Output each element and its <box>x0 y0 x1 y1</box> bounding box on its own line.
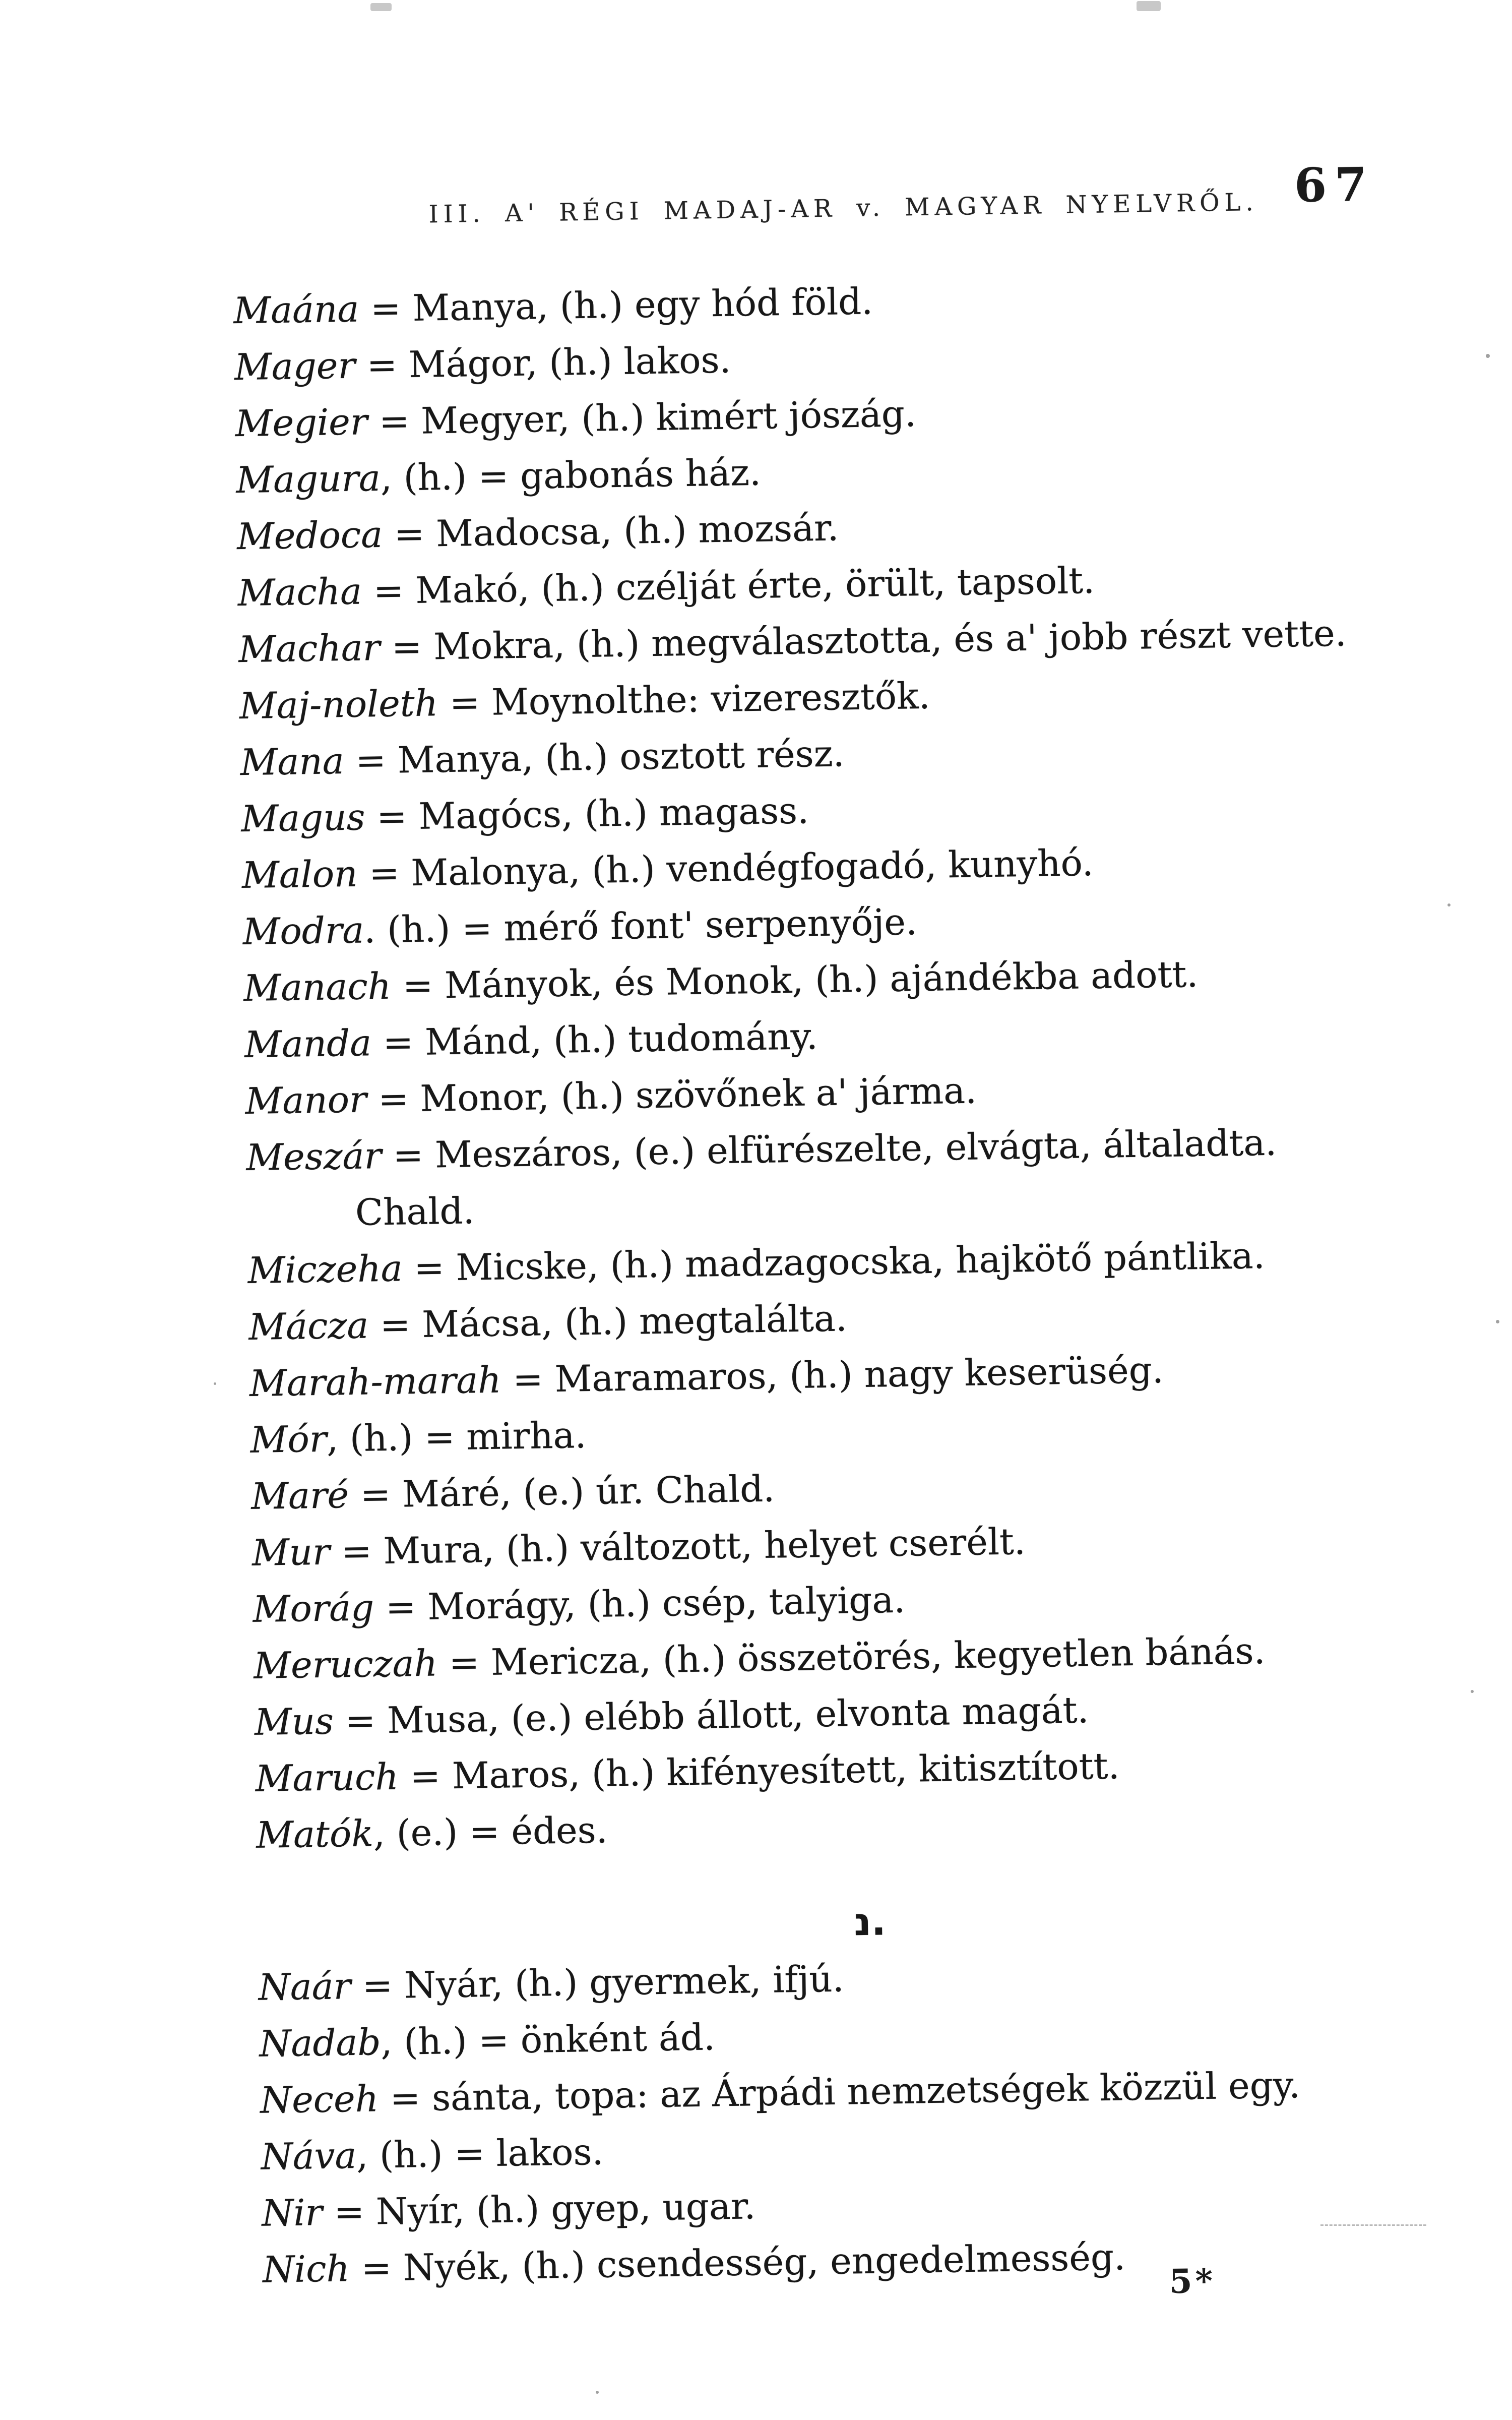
scan-artifact <box>1486 354 1490 358</box>
entry-definition: = Mácsa, (h.) megtalálta. <box>368 1297 848 1347</box>
entry-headword: Maána <box>233 287 359 332</box>
entry-definition: = Moynolthe: vizeresztők. <box>437 674 931 724</box>
entry-definition: = Nyék, (h.) csendesség, engedelmesség. <box>349 2235 1126 2290</box>
entry-headword: Magura <box>235 456 381 502</box>
running-header-title: III. A' RÉGI MADAJ-AR v. MAGYAR NYELVRŐL. <box>428 188 1259 229</box>
entry-definition: = Makó, (h.) czélját érte, örült, tapsolt. <box>361 559 1095 613</box>
entry-headword: Nir <box>261 2191 323 2234</box>
entry-definition: , (h.) = gabonás ház. <box>380 451 762 499</box>
entry-definition: = Musa, (e.) elébb állott, elvonta magát. <box>333 1688 1089 1742</box>
entry-headword: Náva <box>261 2134 357 2178</box>
entry-definition: = Maros, (h.) kifényesített, kitisztított. <box>398 1744 1120 1798</box>
entry-headword: Megier <box>235 400 368 445</box>
entry-headword: Mór <box>250 1417 327 1461</box>
entry-definition: = Malonya, (h.) vendégfogadó, kunyhó. <box>357 841 1094 895</box>
entry-headword: Nich <box>262 2247 350 2291</box>
entry-headword: Nadab <box>259 2021 382 2065</box>
entry-definition: , (h.) = lakos. <box>356 2130 604 2176</box>
entry-definition: = Mokra, (h.) megválasztotta, és a' jobb részt vette. <box>380 612 1347 669</box>
entry-definition: = Manya, (h.) egy hód föld. <box>358 280 873 330</box>
entry-definition: = Maramaros, (h.) nagy keserüség. <box>500 1349 1164 1401</box>
scan-artifact <box>1447 903 1451 906</box>
signature-mark: 5* <box>1169 2261 1216 2302</box>
entry-definition: = Monor, (h.) szövőnek a' járma. <box>366 1069 977 1121</box>
entry-headword: Mur <box>251 1530 331 1574</box>
entry-headword: Manach <box>243 964 392 1010</box>
entry-headword: Meruczah <box>253 1642 438 1687</box>
scan-artifact <box>596 2391 599 2394</box>
entry-headword: Maj-noleth <box>239 682 438 728</box>
entry-headword: Macha <box>237 570 362 615</box>
entry-headword: Marah-marah <box>249 1358 502 1405</box>
entry-definition: = Mura, (h.) változott, helyet cserélt. <box>329 1520 1026 1573</box>
entry-headword: Meszár <box>245 1134 382 1179</box>
entry-definition: = Magócs, (h.) magass. <box>364 789 809 838</box>
entry-headword: Mácza <box>248 1304 369 1348</box>
entry-definition: = Máré, (e.) úr. Chald. <box>348 1467 775 1517</box>
entry-definition: . (h.) = mérő font' serpenyője. <box>363 900 918 951</box>
entry-headword: Manda <box>244 1021 372 1066</box>
scan-artifact <box>370 3 392 11</box>
entry-headword: Neceh <box>260 2077 379 2122</box>
entry-definition: = Mánd, (h.) tudomány. <box>371 1015 818 1064</box>
entry-definition: = Meszáros, (e.) elfürészelte, elvágta, általadta. <box>381 1121 1277 1177</box>
scan-artifact <box>1320 2224 1426 2226</box>
entry-definition: נ. <box>853 1899 887 1945</box>
entry-headword: Matók <box>256 1812 374 1856</box>
entry-headword: Morág <box>253 1586 374 1630</box>
entry-headword: Maruch <box>255 1755 399 1800</box>
entry-definition: = Morágy, (h.) csép, talyiga. <box>373 1578 906 1629</box>
entry-definition: = Mericza, (h.) összetörés, kegyetlen bánás. <box>437 1629 1266 1684</box>
page-number: 67 <box>1294 157 1375 213</box>
entry-headword: Naár <box>258 1965 351 2009</box>
entry-headword: Modra <box>242 909 364 953</box>
entry-headword: Malon <box>241 852 358 897</box>
entry-headword: Miczeha <box>247 1247 403 1292</box>
scan-artifact <box>1137 1 1161 11</box>
scan-artifact <box>1471 1690 1474 1693</box>
entry-headword: Magus <box>240 796 366 840</box>
entry-definition: = sánta, topa: az Árpádi nemzetségek közzül egy. <box>378 2064 1301 2120</box>
entry-definition: = Mágor, (h.) lakos. <box>355 338 731 387</box>
entry-headword: Maré <box>250 1474 349 1518</box>
entry-definition: , (h.) = mirha. <box>326 1414 587 1460</box>
entry-definition: = Mányok, és Monok, (h.) ajándékba adott. <box>391 952 1199 1007</box>
entry-headword: Machar <box>238 626 381 671</box>
scan-artifact <box>1496 1320 1499 1323</box>
entry-definition: , (h.) = önként ád. <box>380 2016 716 2064</box>
entry-definition: = Madocsa, (h.) mozsár. <box>382 506 839 556</box>
entry-headword: Mana <box>240 740 345 784</box>
entry-definition: = Manya, (h.) osztott rész. <box>344 732 845 782</box>
entry-definition: = Nyár, (h.) gyermek, ifjú. <box>350 1957 845 2008</box>
scan-artifact <box>214 1382 216 1385</box>
entry-definition: Chald. <box>355 1189 475 1234</box>
entry-definition: = Micske, (h.) madzagocska, hajkötő pántlika. <box>402 1234 1266 1290</box>
entry-list <box>233 264 1488 2298</box>
entry-headword: Manor <box>245 1078 367 1123</box>
entry-definition: = Megyer, (h.) kimért jószág. <box>367 392 917 443</box>
entry-headword: Mus <box>254 1700 334 1743</box>
entry-headword: Medoca <box>236 513 383 558</box>
entry-headword: Mager <box>234 344 356 389</box>
entry-definition: = Nyír, (h.) gyep, ugar. <box>322 2185 756 2233</box>
entry-definition: , (e.) = édes. <box>373 1808 608 1855</box>
